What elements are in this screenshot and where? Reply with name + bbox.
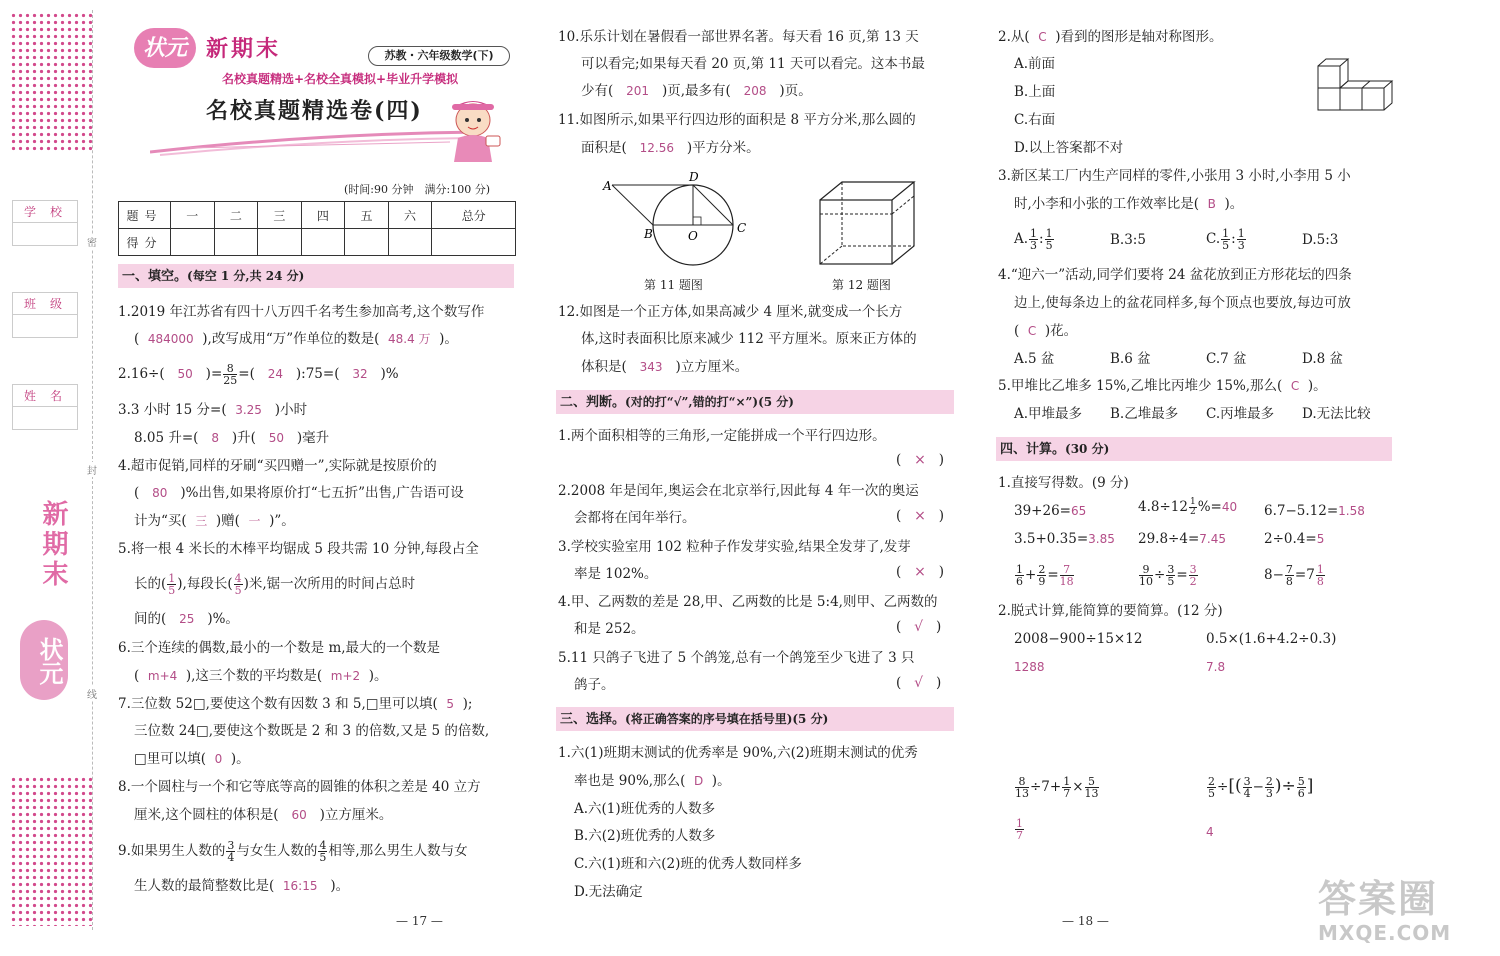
q2-line: 2.16÷( 50 )= $\frac{8}{25}$ =( 24 ):75=( 32 )% [118, 362, 399, 387]
section-note: (30 分) [1065, 442, 1110, 456]
answer: 5 [446, 697, 454, 711]
answer: 16:15 [282, 879, 318, 893]
expr-1-answer: 1288 [1014, 660, 1045, 674]
section-title: 一、填空。 [122, 269, 188, 284]
q8-line2: 厘米,这个圆柱的体积是( 60 )立方厘米。 [134, 807, 393, 823]
expr-3: $\frac{8}{13}$ ÷7+ $\frac{1}{7}$ × $\frac{5}{13}$ [1015, 775, 1099, 800]
section-judge [556, 390, 954, 414]
answer: 50 [268, 431, 285, 445]
section-note: (对的打“√”,错的打“×”)(5 分) [625, 395, 794, 409]
q1-line1: 1.2019 年江苏省有四十八万四千名考生参加高考,这个数写作 [118, 304, 485, 320]
figure-11-circle-parallelogram [598, 170, 758, 270]
figure-cubes [1316, 56, 1396, 112]
point-label: A [603, 179, 612, 193]
answer: 343 [639, 360, 663, 374]
expr-1: 2008−900÷15×12 [1014, 631, 1143, 647]
score-value-row [119, 229, 516, 256]
score-header-row [119, 202, 516, 229]
watermark [1318, 868, 1488, 946]
watermark-text: 答案圈 [1318, 877, 1439, 921]
fraction: $\frac{8}{25}$ [223, 362, 238, 387]
brand-logo: 状元 [134, 28, 196, 68]
answer: C [1038, 30, 1047, 44]
c4-line3: ( C )花。 [1014, 323, 1078, 339]
score-cell[interactable] [258, 229, 302, 256]
q12-line2: 体,这时表面积比原来减少 112 平方厘米。原来正方体的 [581, 331, 917, 347]
school-field[interactable]: 学校 [12, 200, 78, 246]
answer: 一 [248, 514, 261, 528]
c2-option-c: C.右面 [1014, 112, 1056, 128]
c3-option-a: A. $\frac{1}{3}$ : $\frac{1}{5}$ [1014, 227, 1053, 252]
c3-option-c: C. $\frac{1}{5}$ : $\frac{1}{3}$ [1206, 227, 1245, 252]
q5-line2: 长的( $\frac{1}{5}$ ),每段长( $\frac{4}{5}$ )米,锯一次所用的时间占总时 [134, 572, 416, 597]
answer: m+4 [147, 669, 178, 683]
q10-line3: 少有( 201 )页,最多有( 208 )页。 [581, 83, 812, 99]
side-logo: 状元 [20, 620, 68, 700]
c1-line1: 1.六(1)班期末测试的优秀率是 90%,六(2)班期末测试的优秀 [558, 745, 918, 761]
calc-r1-c: 6.7−5.12=1.58 [1264, 503, 1365, 519]
q3-line2: 8.05 升=( 8 )升( 50 )毫升 [134, 430, 330, 446]
c5-option-d: D.无法比较 [1302, 406, 1371, 422]
q1-line2: ( 484000 ),改写成用“万”作单位的数是( 48.4 万 )。 [134, 331, 458, 347]
answer: 208 [743, 84, 767, 98]
page-number-left: — 17 — [396, 914, 443, 928]
calc-r1-b: 4.8÷12 $\frac{1}{2}$ %=40 [1138, 497, 1238, 517]
j5-line2: 鸽子。 [574, 677, 615, 693]
section-note: (每空 1 分,共 24 分) [187, 269, 305, 283]
c1-option-d: D.无法确定 [574, 884, 643, 900]
j2-line2: 会都将在闰年举行。 [574, 510, 696, 526]
section-calc [996, 437, 1392, 461]
c4-option-b: B.6 盆 [1110, 351, 1151, 367]
j1-mark: ( × ) [896, 452, 945, 468]
c3-option-b: B.3:5 [1110, 232, 1146, 248]
j2-line1: 2.2008 年是闰年,奥运会在北京举行,因此每 4 年一次的奥运 [558, 483, 919, 499]
j5-mark: ( √ ) [896, 675, 942, 691]
j3-line1: 3.学校实验室用 102 粒种子作发芽实验,结果全发芽了,发芽 [558, 539, 911, 555]
q7-line2: 三位数 24□,要使这个数既是 2 和 3 的倍数,又是 5 的倍数, [134, 723, 490, 739]
expr-4-answer: 4 [1206, 825, 1214, 839]
c5-option-c: C.丙堆最多 [1206, 406, 1275, 422]
answer: 32 [352, 367, 368, 381]
answer: 三 [195, 514, 208, 528]
answer: 24 [267, 367, 284, 381]
q5-line3: 间的( 25 )%。 [134, 611, 239, 627]
j1-line: 1.两个面积相等的三角形,一定能拼成一个平行四边形。 [558, 428, 886, 444]
score-head-cell: 六 [388, 202, 432, 229]
point-label: O [688, 229, 698, 243]
q12-line3: 体积是( 343 )立方厘米。 [581, 359, 749, 375]
answer: 60 [291, 808, 307, 822]
score-cell[interactable] [432, 229, 516, 256]
q6-line2: ( m+4 ),这三个数的平均数是( m+2 )。 [134, 668, 388, 684]
figure-12-cube [812, 178, 922, 270]
slogan: 名校真题精选+名校全真模拟+毕业升学模拟 [222, 72, 459, 86]
answer: 48.4 万 [388, 332, 431, 346]
score-head-cell: 总分 [432, 202, 516, 229]
answer: 80 [152, 486, 168, 500]
q8-line1: 8.一个圆柱与一个和它等底等高的圆锥的体积之差是 40 立方 [118, 779, 481, 795]
score-head-cell: 题号 [119, 202, 171, 229]
q12-line1: 12.如图是一个正方体,如果高减少 4 厘米,就变成一个长方 [558, 304, 903, 320]
c1-line2: 率也是 90%,那么( D )。 [574, 773, 731, 789]
answer: 0 [214, 752, 223, 766]
answer-fraction: $\frac{4}{5}$ [234, 572, 242, 597]
score-cell[interactable] [388, 229, 432, 256]
point-label: D [689, 170, 699, 184]
cut-word-3: 线 [86, 686, 98, 701]
mascot-image [440, 96, 506, 164]
calc-part2-title: 2.脱式计算,能简算的要简算。(12 分) [998, 603, 1223, 619]
c5-option-a: A.甲堆最多 [1014, 406, 1083, 422]
answer: m+2 [330, 669, 361, 683]
answer-fraction: $\frac{1}{5}$ [168, 572, 176, 597]
score-head-cell: 一 [171, 202, 215, 229]
answer: 8 [211, 431, 219, 445]
side-brand: 新期末 [38, 500, 68, 590]
q9-line1: 9.如果男生人数的 $\frac{3}{4}$ 与女生人数的 $\frac{4}{5}$ 相等,那么男生人数与女 [118, 839, 468, 864]
figure-11-caption: 第 11 题图 [644, 278, 703, 292]
section-note: (将正确答案的序号填在括号里)(5 分) [625, 712, 829, 726]
j4-mark: ( √ ) [896, 619, 942, 635]
q7-line1: 7.三位数 52□,要使这个数有因数 3 和 5,□里可以填( 5 ); [118, 696, 473, 712]
calc-part1-title: 1.直接写得数。(9 分) [998, 475, 1129, 491]
q9-line2: 生人数的最简整数比是( 16:15 )。 [134, 878, 350, 894]
grade-badge: 苏教・六年级数学(下) [368, 46, 510, 66]
score-cell[interactable] [345, 229, 389, 256]
calc-r3-b: $\frac{9}{10}$ ÷ $\frac{3}{5}$ = $\frac{3}{2}$ [1139, 563, 1197, 588]
section-title: 四、计算。 [1000, 442, 1066, 457]
calc-r1-a: 39+26=65 [1014, 503, 1087, 519]
q4-line3: 计为“买( 三 )赠( 一 )”。 [134, 513, 295, 529]
answer: 50 [177, 367, 193, 381]
score-cell[interactable] [171, 229, 215, 256]
score-cell[interactable] [301, 229, 345, 256]
score-cell[interactable] [214, 229, 258, 256]
q4-line2: ( 80 )%出售,如果将原价打“七五折”出售,广告语可设 [134, 485, 464, 501]
decor-dots-top [10, 12, 94, 152]
brand-name: 新期末 [206, 36, 282, 62]
score-head-cell: 五 [345, 202, 389, 229]
answer: B [1207, 197, 1216, 211]
c2-option-b: B.上面 [1014, 84, 1056, 100]
c3-line2: 时,小李和小张的工作效率比是( B )。 [1014, 196, 1244, 212]
c2-option-d: D.以上答案都不对 [1014, 140, 1124, 156]
score-row-label: 得分 [119, 229, 171, 256]
j4-line1: 4.甲、乙两数的差是 28,甲、乙两数的比是 5:4,则甲、乙两数的 [558, 594, 938, 610]
c1-option-c: C.六(1)班和六(2)班的优秀人数同样多 [574, 856, 802, 872]
j3-mark: ( × ) [896, 564, 945, 580]
c4-option-a: A.5 盆 [1014, 351, 1055, 367]
expr-2-answer: 7.8 [1206, 660, 1226, 674]
j4-line2: 和是 252。 [574, 621, 645, 637]
q10-line1: 10.乐乐计划在暑假看一部世界名著。每天看 16 页,第 13 天 [558, 29, 919, 45]
section-title: 三、选择。 [560, 712, 626, 727]
c5-option-b: B.乙堆最多 [1110, 406, 1179, 422]
section-title: 二、判断。 [560, 395, 626, 410]
decor-swoosh [150, 130, 480, 156]
decor-dots-bottom [10, 776, 94, 926]
answer: D [693, 774, 704, 788]
expr-4: $\frac{2}{5}$ ÷[( $\frac{3}{4}$ − $\frac{2}{3}$ )÷ $\frac{5}{6}$ ] [1208, 775, 1314, 800]
c4-line2: 边上,使每条边上的盆花同样多,每个顶点也要放,每边可放 [1014, 295, 1351, 311]
answer: 3.25 [235, 403, 262, 417]
calc-r2-a: 3.5+0.35=3.85 [1014, 531, 1115, 547]
c5-line: 5.甲堆比乙堆多 15%,乙堆比丙堆少 15%,那么( C )。 [998, 378, 1327, 394]
calc-r3-c: 8− $\frac{7}{8}$ =7 $\frac{1}{8}$ [1264, 563, 1324, 588]
q10-line2: 可以看完;如果每天看 20 页,第 11 天可以看完。这本书最 [581, 56, 925, 72]
answer: 12.56 [639, 141, 675, 155]
figure-12-caption: 第 12 题图 [832, 278, 891, 292]
q5-line1: 5.将一根 4 米长的木棒平均锯成 5 段共需 10 分钟,每段占全 [118, 541, 479, 557]
answer: 484000 [147, 332, 194, 346]
c4-option-c: C.7 盆 [1206, 351, 1247, 367]
calc-r3-a: $\frac{1}{6}$ + $\frac{2}{9}$ = $\frac{7}{18}$ [1016, 563, 1074, 588]
page-number-right: — 18 — [1062, 914, 1109, 928]
answer: C [1290, 379, 1300, 393]
j2-mark: ( × ) [896, 508, 945, 524]
exam-title: 名校真题精选卷(四) [206, 98, 423, 124]
score-table [118, 201, 516, 256]
c4-option-d: D.8 盆 [1302, 351, 1344, 367]
fraction: $\frac{4}{5}$ [319, 839, 327, 864]
q11-line1: 11.如图所示,如果平行四边形的面积是 8 平方分米,那么圆的 [558, 112, 916, 128]
point-label: B [644, 227, 653, 241]
q3-line1: 3.3 小时 15 分=( 3.25 )小时 [118, 402, 308, 418]
point-label: C [737, 221, 747, 235]
exam-time: (时间:90 分钟 满分:100 分) [344, 183, 490, 196]
c4-line1: 4.“迎六一”活动,同学们要将 24 盆花放到正方形花坛的四条 [998, 267, 1352, 283]
class-field[interactable]: 班级 [12, 292, 78, 338]
cut-word-1: 密 [86, 234, 98, 249]
score-head-cell: 二 [214, 202, 258, 229]
score-head-cell: 三 [258, 202, 302, 229]
expr-3-answer: $\frac{1}{7}$ [1016, 817, 1023, 842]
c1-option-b: B.六(2)班优秀的人数多 [574, 828, 716, 844]
c1-option-a: A.六(1)班优秀的人数多 [574, 801, 716, 817]
name-field[interactable]: 姓名 [12, 384, 78, 430]
score-head-cell: 四 [301, 202, 345, 229]
q7-line3: □里可以填( 0 )。 [134, 751, 250, 767]
expr-2: 0.5×(1.6+4.2÷0.3) [1206, 631, 1337, 647]
c2-option-a: A.前面 [1014, 56, 1056, 72]
cut-word-2: 封 [86, 462, 98, 477]
watermark-url: MXQE.COM [1318, 921, 1452, 945]
fraction: $\frac{3}{4}$ [227, 839, 235, 864]
j3-line2: 率是 102%。 [574, 566, 658, 582]
answer: 25 [179, 612, 195, 626]
calc-r2-b: 29.8÷4=7.45 [1138, 531, 1226, 547]
q6-line1: 6.三个连续的偶数,最小的一个数是 m,最大的一个数是 [118, 640, 441, 656]
q11-line2: 面积是( 12.56 )平方分米。 [581, 140, 760, 156]
q4-line1: 4.超市促销,同样的牙刷“买四赠一”,实际就是按原价的 [118, 458, 437, 474]
section-fill-blank [118, 264, 514, 288]
c3-line1: 3.新区某工厂内生产同样的零件,小张用 3 小时,小李用 5 小 [998, 168, 1351, 184]
answer: C [1027, 324, 1037, 338]
c3-option-d: D.5:3 [1302, 232, 1339, 248]
c2-line: 2.从( C )看到的图形是轴对称图形。 [998, 29, 1223, 45]
j5-line1: 5.11 只鸽子飞进了 5 个鸽笼,总有一个鸽笼至少飞进了 3 只 [558, 650, 915, 666]
section-choice [556, 707, 954, 731]
calc-r2-c: 2÷0.4=5 [1264, 531, 1325, 547]
answer: 201 [626, 84, 650, 98]
